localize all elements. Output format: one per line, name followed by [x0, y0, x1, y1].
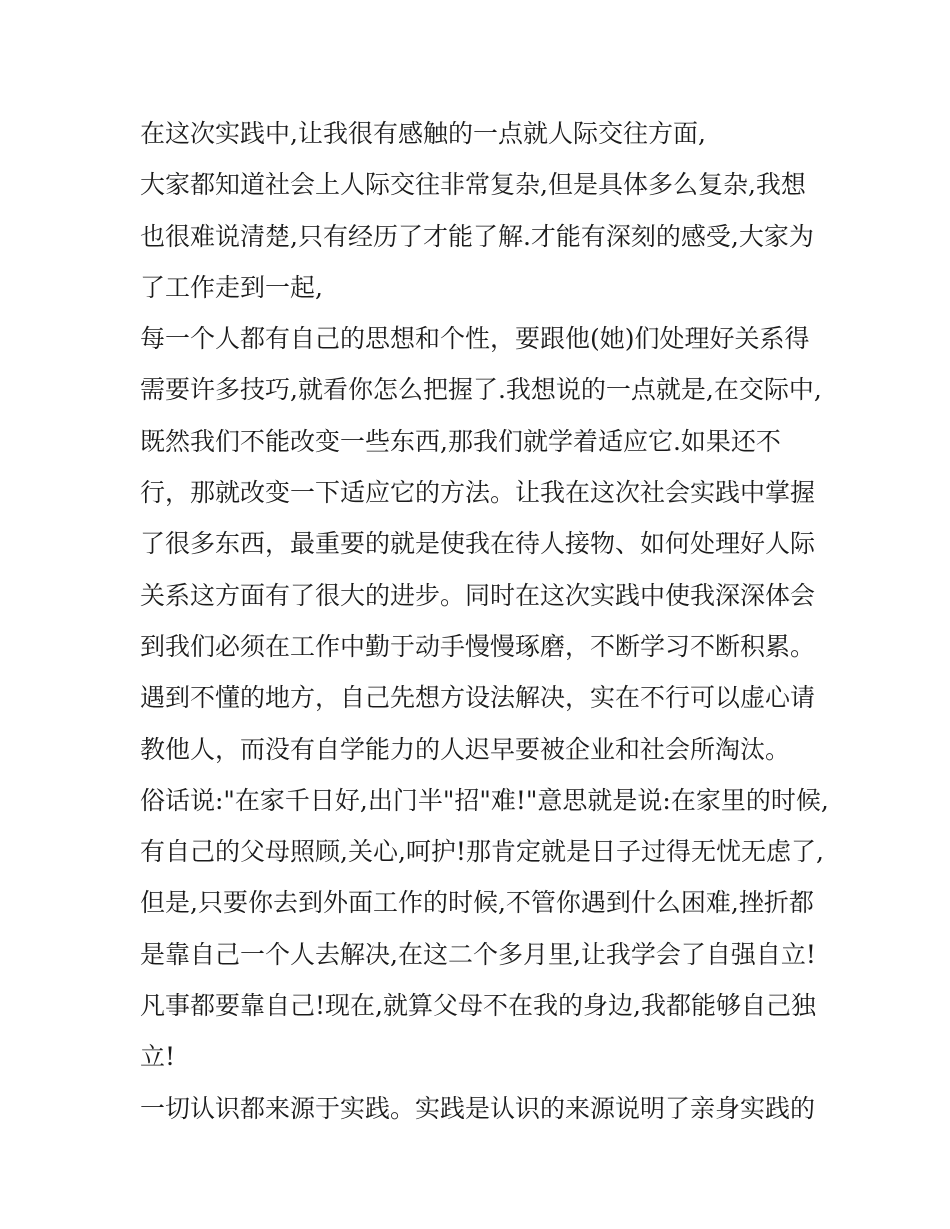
text-line: 了工作走到一起, — [140, 272, 323, 302]
text-line: 遇到不懂的地方，自己先想方设法解决，实在不行可以虚心请 — [140, 683, 816, 713]
text-line: 需要许多技巧,就看你怎么把握了.我想说的一点就是,在交际中, — [140, 375, 822, 405]
text-line: 一切认识都来源于实践。实践是认识的来源说明了亲身实践的 — [140, 1093, 816, 1123]
text-line: 每一个人都有自己的思想和个性，要跟他(她)们处理好关系得 — [140, 324, 810, 354]
text-line: 了很多东西，最重要的就是使我在待人接物、如何处理好人际 — [140, 529, 816, 559]
text-line: 教他人，而没有自学能力的人迟早要被企业和社会所淘汰。 — [140, 734, 791, 764]
text-line: 既然我们不能改变一些东西,那我们就学着适应它.如果还不 — [140, 426, 781, 456]
text-line: 凡事都要靠自己!现在,就算父母不在我的身边,我都能够自己独 — [140, 991, 816, 1021]
text-line: 也很难说清楚,只有经历了才能了解.才能有深刻的感受,大家为 — [140, 221, 814, 251]
text-line: 关系这方面有了很大的进步。同时在这次实践中使我深深体会 — [140, 580, 816, 610]
text-line: 俗话说:"在家千日好,出门半"招"难!"意思就是说:在家里的时候, — [140, 785, 829, 815]
text-line: 有自己的父母照顾,关心,呵护!那肯定就是日子过得无忧无虑了, — [140, 837, 824, 867]
text-line: 但是,只要你去到外面工作的时候,不管你遇到什么困难,挫折都 — [140, 888, 814, 918]
text-line: 大家都知道社会上人际交往非常复杂,但是具体多么复杂,我想 — [140, 170, 806, 200]
text-line: 是靠自己一个人去解决,在这二个多月里,让我学会了自强自立! — [140, 939, 816, 969]
text-line: 立! — [140, 1042, 176, 1072]
text-line: 行，那就改变一下适应它的方法。让我在这次社会实践中掌握 — [140, 478, 816, 508]
text-line: 到我们必须在工作中勤于动手慢慢琢磨，不断学习不断积累。 — [140, 631, 816, 661]
body-text — [140, 108, 829, 1134]
text-line: 在这次实践中,让我很有感触的一点就人际交往方面, — [140, 119, 706, 148]
